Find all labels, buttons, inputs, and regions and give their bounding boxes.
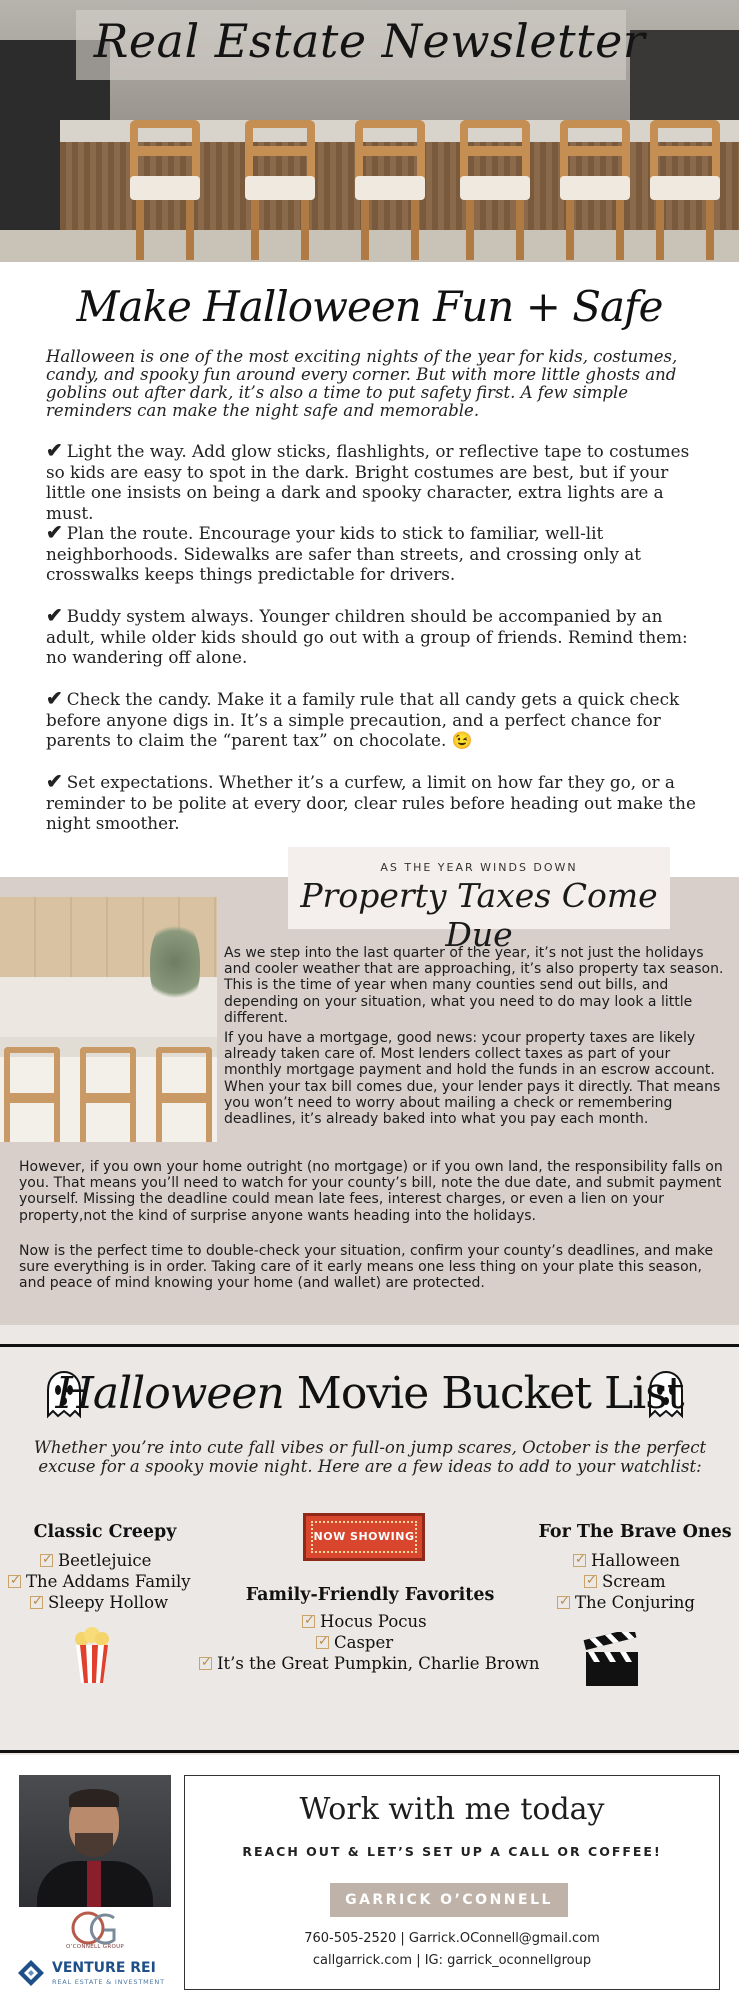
movie-item: ✓Scream (584, 1572, 666, 1593)
checkbox-icon (573, 1554, 586, 1567)
check-icon: ✔ (46, 438, 63, 462)
checkbox-icon (8, 1575, 21, 1588)
venture-rei-logo (16, 1958, 46, 1988)
clapperboard-icon (582, 1632, 642, 1688)
contact-title: Work with me today (299, 1792, 605, 1827)
safety-tip (46, 605, 706, 668)
safety-tip-text: Buddy system always. Younger children should be accompanied by an adult, while older kids should go out with a group of friends. Remind them: no wandering off alone. (46, 606, 688, 667)
movie-item: ✓Halloween (573, 1551, 680, 1572)
property-tax-paragraph: If you have a mortgage, good news: ycour property taxes are likely already taken care of. Most lenders collect taxes as part of your monthly mortgage payment and hold the funds in an escrow account. When your tax bill comes due, your lender pays it directly. That means you won’t need to worry about mailing a check or remembering deadlines, it’s already baked into what you pay each month. (224, 1030, 721, 1128)
check-icon: ✔ (46, 686, 63, 710)
check-icon: ✔ (46, 520, 63, 544)
contact-website-instagram[interactable]: callgarrick.com | IG: garrick_oconnellgroup (312, 1953, 592, 1968)
safety-tip-text: Check the candy. Make it a family rule that all candy gets a quick check before anyone digs in. It’s a simple precaution, and a perfect chance for parents to claim the “parent tax” on chocolate. 😉 (46, 689, 680, 750)
property-tax-kicker: AS THE YEAR WINDS DOWN (380, 861, 578, 874)
movie-item: ✓Hocus Pocus (302, 1612, 427, 1633)
movie-item: ✓Casper (316, 1633, 393, 1654)
movie-item: ✓It’s the Great Pumpkin, Charlie Brown (199, 1654, 539, 1675)
movie-item: ✓Beetlejuice (40, 1551, 151, 1572)
movie-item: ✓The Conjuring (557, 1593, 695, 1614)
movie-title-italic: Halloween (55, 1368, 284, 1419)
halloween-safety-title: Make Halloween Fun + Safe (76, 282, 663, 331)
movie-title-rest: Movie Bucket List (283, 1368, 684, 1419)
checkbox-icon (584, 1575, 597, 1588)
kitchen-photo (0, 897, 217, 1142)
agent-name-button[interactable]: GARRICK O’CONNELL (330, 1883, 568, 1917)
safety-tip (46, 688, 706, 751)
safety-tip-text: Set expectations. Whether it’s a curfew, a limit on how far they go, or a reminder to be polite at every door, clear rules before heading out make the night smoother. (46, 772, 696, 833)
checkbox-icon (40, 1554, 53, 1567)
halloween-safety-intro: Halloween is one of the most exciting nights of the year for kids, costumes, candy, and spooky fun around every corner. But with more little ghosts and goblins out after dark, it’s also a time to put safety first. A few simple reminders can make the night safe and memorable. (46, 347, 678, 420)
now-showing-sign (303, 1513, 425, 1561)
checkbox-icon (199, 1657, 212, 1670)
section-divider (0, 1344, 739, 1347)
movie-bucket-list-intro: Whether you’re into cute fall vibes or full-on jump scares, October is the perfect excuse for a spooky movie night. Here are a few ideas to add to your watchlist: (33, 1438, 707, 1476)
checkbox-icon (557, 1596, 570, 1609)
venture-rei-subtitle: REAL ESTATE & INVESTMENT (52, 1978, 165, 1986)
movie-item: ✓The Addams Family (8, 1572, 191, 1593)
property-tax-paragraph: However, if you own your home outright (no mortgage) or if you own land, the responsibility falls on you. That means you’ll need to watch for your county’s bill, note the due date, and submit payment yourself. Missing the deadline could mean late fees, interest charges, or even a lien on your property,not the kind of surprise anyone wants heading into the holidays. (19, 1159, 723, 1224)
oconnell-group-logo-text: O’CONNELL GROUP (65, 1944, 125, 1950)
property-tax-paragraph: As we step into the last quarter of the year, it’s not just the holidays and cooler weather that are approaching, it’s also property tax season. This is the time of year when many counties send out bills, and depending on your situation, what you need to do may look a little different. (224, 945, 724, 1026)
property-tax-title: Property Taxes Come Due (300, 876, 658, 954)
checkbox-icon (30, 1596, 43, 1609)
newsletter-title: Real Estate Newsletter (93, 14, 646, 68)
column-heading-classic-creepy: Classic Creepy (33, 1522, 177, 1542)
safety-tip-text: Light the way. Add glow sticks, flashlights, or reflective tape to costumes so kids are easy to spot in the dark. Bright costumes are best, but if your little one insists on being a dark and spooky character, extra lights are a must. (46, 441, 690, 523)
safety-tip-text: Plan the route. Encourage your kids to stick to familiar, well-lit neighborhoods. Sidewalks are safer than streets, and crossing only at crosswalks keeps things predictable for drivers. (46, 523, 642, 584)
agent-photo (19, 1775, 171, 1907)
movie-bucket-list-title (0, 1368, 739, 1419)
contact-phone-email[interactable]: 760-505-2520 | Garrick.OConnell@gmail.com (304, 1931, 600, 1946)
now-showing-label: NOW SHOWING (313, 1530, 415, 1543)
contact-subtitle: REACH OUT & LET’S SET UP A CALL OR COFFEE! (242, 1844, 662, 1859)
safety-tip (46, 771, 706, 834)
safety-tip (46, 522, 706, 585)
safety-tip (46, 440, 706, 523)
checkbox-icon (316, 1636, 329, 1649)
venture-rei-name: VENTURE REI (52, 1960, 156, 1976)
check-icon: ✔ (46, 603, 63, 627)
column-heading-family-friendly: Family-Friendly Favorites (245, 1585, 495, 1605)
column-heading-brave-ones: For The Brave Ones (538, 1522, 732, 1542)
popcorn-icon (72, 1627, 112, 1685)
checkbox-icon (302, 1615, 315, 1628)
movie-item: ✓Sleepy Hollow (30, 1593, 168, 1614)
property-tax-paragraph: Now is the perfect time to double-check your situation, confirm your county’s deadlines, and make sure everything is in order. Taking care of it early means one less thing on your plate this season, and peace of mind knowing your home (and wallet) are protected. (19, 1243, 714, 1292)
check-icon: ✔ (46, 769, 63, 793)
section-divider (0, 1750, 739, 1753)
